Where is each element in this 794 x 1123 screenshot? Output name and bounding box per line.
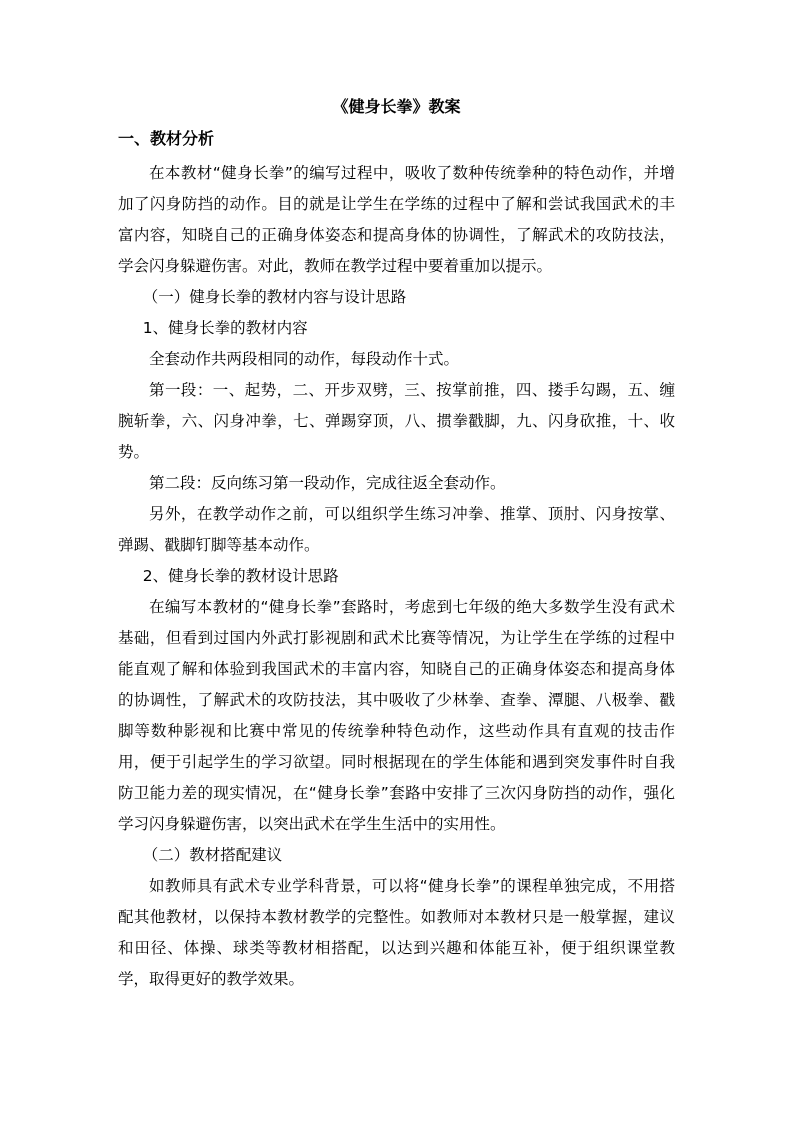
- document-page: [118, 96, 675, 995]
- subsection-heading-pairing: （二）教材搭配建议: [142, 846, 283, 864]
- subsection-heading-content-design: （一）健身长拳的教材内容与设计思路: [142, 288, 407, 306]
- document-title: 《健身长拳》教案: [332, 97, 461, 116]
- paragraph-basic-moves: 另外，在教学动作之前，可以组织学生练习冲拳、推掌、顶肘、闪身按掌、弹踢、戳脚钉脚等基本动作。: [118, 505, 675, 554]
- section-heading-textbook-analysis: 一、教材分析: [118, 129, 215, 148]
- paragraph-second-segment: 第二段：反向练习第一段动作，完成往返全套动作。: [149, 474, 506, 492]
- paragraph-full-set: 全套动作共两段相同的动作，每段动作十式。: [149, 350, 460, 368]
- item-heading-design-idea: 2、健身长拳的教材设计思路: [142, 567, 339, 585]
- paragraph-design-idea: 在编写本教材的“健身长拳”套路时，考虑到七年级的绝大多数学生没有武术基础，但看到过国内外武打影视剧和武术比赛等情况，为让学生在学练的过程中能直观了解和体验到我国武术的丰富内容，知晓自己的正确身体姿态和提高身体的协调性，了解武术的攻防技法，其中吸收了少林拳、查拳、潭腿、八极拳、戳脚等数种影视和比赛中常见的传统拳种特色动作，这些动作具有直观的技击作用，便于引起学生的学习欲望。同时根据现在的学生体能和遇到突发事件时自我防卫能力差的现实情况，在“健身长拳”套路中安排了三次闪身防挡的动作，强化学习闪身躲避伤害，以突出武术在学生生活中的实用性。: [118, 598, 675, 833]
- item-heading-content: 1、健身长拳的教材内容: [142, 319, 308, 337]
- paragraph-first-segment: 第一段：一、起势，二、开步双劈，三、按掌前推，四、搂手勾踢，五、缠腕斩拳，六、闪身冲拳，七、弹踢穿顶，八、掼拳戳脚，九、闪身砍推，十、收势。: [118, 381, 675, 461]
- intro-paragraph: 在本教材“健身长拳”的编写过程中，吸收了数种传统拳种的特色动作，并增加了闪身防挡的动作。目的就是让学生在学练的过程中了解和尝试我国武术的丰富内容，知晓自己的正确身体姿态和提高身体的协调性，了解武术的攻防技法，学会闪身躲避伤害。对此，教师在教学过程中要着重加以提示。: [118, 164, 675, 275]
- paragraph-pairing: 如教师具有武术专业学科背景，可以将“健身长拳”的课程单独完成，不用搭配其他教材，以保持本教材教学的完整性。如教师对本教材只是一般掌握，建议和田径、体操、球类等教材相搭配，以达到兴趣和体能互补，便于组织课堂教学，取得更好的教学效果。: [118, 877, 675, 988]
